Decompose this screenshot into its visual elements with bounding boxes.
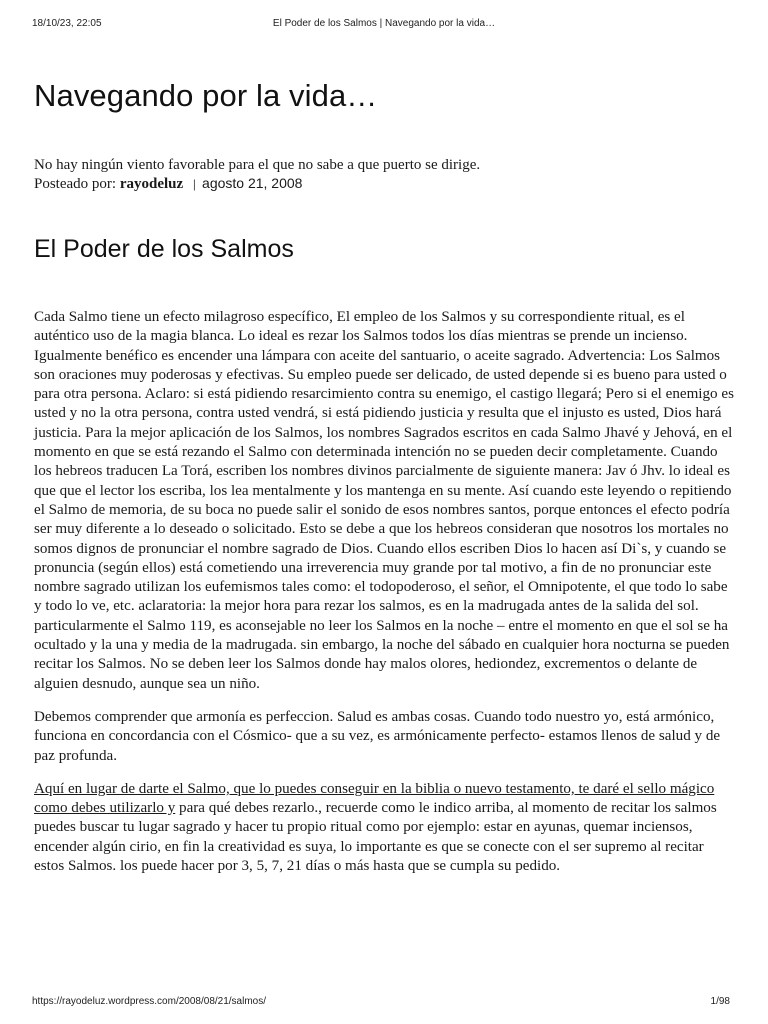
print-datetime: 18/10/23, 22:05 [32,18,102,29]
print-header [32,18,736,32]
author-link[interactable]: rayodeluz [119,176,184,192]
sello-magico-link[interactable]: Aquí en lugar de darte el Salmo, que lo puedes conseguir en la biblia o nuevo testamento, te daré el sello mágico como debes utilizarlo y [34,780,715,817]
meta-separator: | [192,177,197,191]
page-content [34,72,734,890]
print-url: https://rayodeluz.wordpress.com/2008/08/21/salmos/ [32,996,267,1007]
blog-tagline: No hay ningún viento favorable para el que no sabe a que puerto se dirige. [34,157,481,173]
post-paragraph-3 [34,780,734,876]
post-body [34,308,734,876]
post-meta [34,174,734,194]
print-doc-title: El Poder de los Salmos | Navegando por la vida… [272,18,496,29]
post-paragraph-1: Cada Salmo tiene un efecto milagroso específico, El empleo de los Salmos y su correspondiente ritual, es el auténtico uso de la magia blanca. Lo ideal es rezar los Salmos todos los días mientras se prende un incienso. Igualmente benéfico es encender una lámpara con aceite del santuario, o aceite sagrado. Advertencia: Los Salmos son oraciones muy poderosas y efectivas. Su empleo puede ser delicado, de usted depende si es bueno para usted o para otra persona. Aclaro: si está pidiendo resarcimiento contra su enemigo, el castigo llegará; Pero si el enemigo es usted y no la otra persona, contra usted vendrá, si está pidiendo justicia y resulta que el injusto es usted, Dios hará justicia. Para la mejor aplicación de los Salmos, los nombres Sagrados escritos en cada Salmo Jhavé y Jehová, en el momento en que se está rezando el Salmo con determinada intención no se pueden decir completamente. Cuando los hebreos traducen La Torá, escriben los nombres divinos parcialmente de siguiente manera: Jav ó Jhv. lo ideal es que que el lector los escriba, los lea mentalmente y los mantenga en su mente. Así cuando este leyendo o repitiendo el Salmo de memoria, de su boca no puede salir el sonido de esos nombres santos, porque entonces el efecto podría ser muy diferente a lo deseado o solicitado. Esto se debe a que los hebreos consideran que nosotros los mortales no somos dignos de pronunciar el nombre sagrado de Dios. Cuando ellos escriben Dios lo hacen así Di`s, y cuando se pronuncia (según ellos) está cometiendo una irreverencia muy grande por tal motivo, a fin de no pronunciar este nombre sagrado utilizan los eufemismos tales como: el todopoderoso, el señor, el Omnipotente, el que todo lo sabe y todo lo ve, etc. aclaratoria: la mejor hora para rezar los salmos, es en la madrugada antes de la salida del sol. particularmente el Salmo 119, es aconsejable no leer los Salmos en la noche – entre el momento en que el sol se ha ocultado y la una y media de la madrugada. sin embargo, la noche del sábado en cualquier hora nocturna se pueden recitar los Salmos. No se deben leer los Salmos donde hay malos olores, hediondez, excrementos o delante de alguien desnudo, aunque sea un niño. [34,309,734,692]
post-title: El Poder de los Salmos [34,235,294,263]
post-paragraph-3-text: para qué debes rezarlo., recuerde como le indico arriba, al momento de recitar los salmos puedes buscar tu lugar sagrado y hacer tu propio ritual como por ejemplo: estar en ayunas, quemar inciensos, encender algún cirio, en fin la creatividad es suya, lo importante es que se conecte con el ser supremo al recitar estos Salmos. los puede hacer por 3, 5, 7, 21 días o más hasta que se cumpla su pedido. [34,800,717,875]
post-date: agosto 21, 2008 [202,175,303,191]
blog-title[interactable]: Navegando por la vida… [34,78,378,113]
print-footer [32,996,736,1010]
print-page-number: 1/98 [710,996,730,1007]
post-paragraph-2: Debemos comprender que armonía es perfeccion. Salud es ambas cosas. Cuando todo nuestro yo, está armónico, funciona en concordancia con el Cósmico- que a su vez, es armónicamente perfecto- estamos llenos de salud y de paz profunda. [34,708,721,764]
posted-by-label: Posteado por: [34,176,117,192]
